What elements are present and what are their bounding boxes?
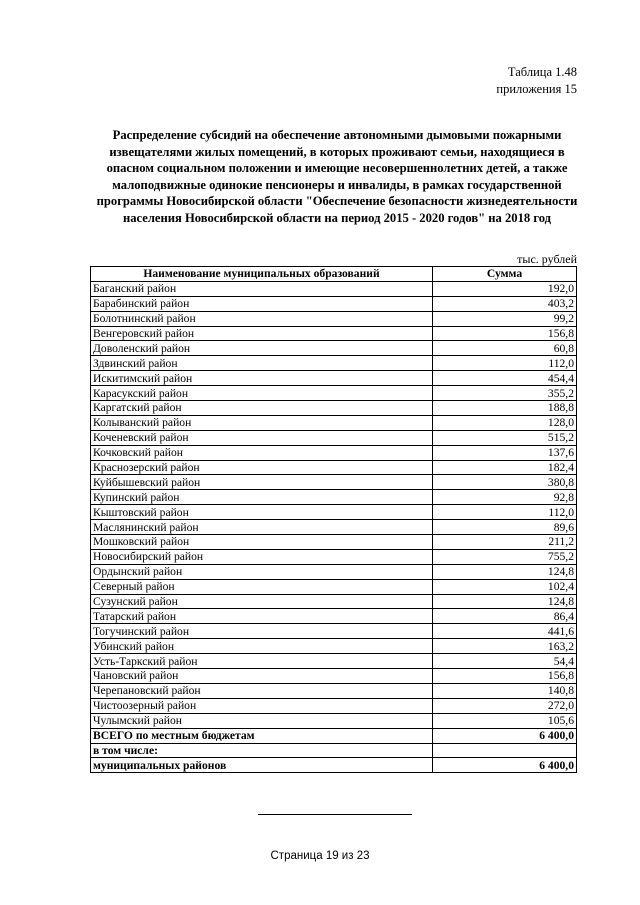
table-row (91, 311, 577, 326)
district-name: Здвинский район (91, 356, 433, 371)
district-name: Кочковский район (91, 445, 433, 460)
district-name: Карасукский район (91, 386, 433, 401)
municipal-total-row (91, 758, 577, 773)
table-row (91, 386, 577, 401)
table-row (91, 401, 577, 416)
district-name: Усть-Таркский район (91, 654, 433, 669)
sum-value: 86,4 (433, 609, 577, 624)
table-row (91, 639, 577, 654)
sum-value: 124,8 (433, 564, 577, 579)
district-name: Чановский район (91, 669, 433, 684)
page-number: Страница 19 из 23 (270, 850, 370, 862)
sum-value: 99,2 (433, 311, 577, 326)
table-header-row (91, 267, 577, 282)
sum-value: 182,4 (433, 460, 577, 475)
table-reference (496, 64, 577, 98)
sum-value: 6 400,0 (433, 758, 577, 773)
sum-value: 128,0 (433, 415, 577, 430)
district-name: муниципальных районов (91, 758, 433, 773)
district-name: Каргатский район (91, 401, 433, 416)
district-name: Искитимский район (91, 371, 433, 386)
table-row (91, 296, 577, 311)
sum-value: 355,2 (433, 386, 577, 401)
table-row (91, 624, 577, 639)
sum-value: 515,2 (433, 430, 577, 445)
sum-value: 755,2 (433, 549, 577, 564)
district-name: Татарский район (91, 609, 433, 624)
column-header-sum: Сумма (433, 267, 577, 282)
sum-value: 140,8 (433, 683, 577, 698)
sum-value: 105,6 (433, 713, 577, 728)
district-name: в том числе: (91, 743, 433, 758)
sum-value: 112,0 (433, 356, 577, 371)
sum-value: 454,4 (433, 371, 577, 386)
district-name: Черепановский район (91, 683, 433, 698)
table-row (91, 549, 577, 564)
table-row (91, 341, 577, 356)
table-row (91, 564, 577, 579)
table-row (91, 356, 577, 371)
table-row (91, 475, 577, 490)
table-row (91, 594, 577, 609)
signature-line (258, 814, 412, 815)
table-number: Таблица 1.48 (507, 65, 577, 79)
table-row (91, 579, 577, 594)
sum-value: 380,8 (433, 475, 577, 490)
table-row (91, 490, 577, 505)
table-row (91, 326, 577, 341)
district-name: Чистоозерный район (91, 698, 433, 713)
table-row (91, 609, 577, 624)
table-row (91, 713, 577, 728)
district-name: Куйбышевский район (91, 475, 433, 490)
sum-value (433, 743, 577, 758)
sum-value: 54,4 (433, 654, 577, 669)
total-row (91, 728, 577, 743)
district-name: Болотнинский район (91, 311, 433, 326)
table-row (91, 535, 577, 550)
sum-value: 89,6 (433, 520, 577, 535)
sum-value: 188,8 (433, 401, 577, 416)
units-label: тыс. рублей (517, 252, 577, 266)
subsidy-table (90, 266, 577, 773)
sum-value: 441,6 (433, 624, 577, 639)
district-name: Краснозерский район (91, 460, 433, 475)
sum-value: 403,2 (433, 296, 577, 311)
district-name: ВСЕГО по местным бюджетам (91, 728, 433, 743)
table-row (91, 445, 577, 460)
district-name: Убинский район (91, 639, 433, 654)
sum-value: 124,8 (433, 594, 577, 609)
table-row (91, 460, 577, 475)
sum-value: 192,0 (433, 281, 577, 296)
table-body (91, 281, 577, 772)
table-row (91, 520, 577, 535)
sum-value: 156,8 (433, 669, 577, 684)
table-row (91, 654, 577, 669)
table-row (91, 669, 577, 684)
district-name: Новосибирский район (91, 549, 433, 564)
table-row (91, 281, 577, 296)
sum-value: 60,8 (433, 341, 577, 356)
sum-value: 163,2 (433, 639, 577, 654)
sum-value: 211,2 (433, 535, 577, 550)
district-name: Чулымский район (91, 713, 433, 728)
district-name: Кыштовский район (91, 505, 433, 520)
appendix-number: приложения 15 (496, 82, 577, 96)
district-name: Купинский район (91, 490, 433, 505)
district-name: Ордынский район (91, 564, 433, 579)
column-header-name: Наименование муниципальных образований (91, 267, 433, 282)
district-name: Венгеровский район (91, 326, 433, 341)
district-name: Доволенский район (91, 341, 433, 356)
table-row (91, 683, 577, 698)
table-row (91, 430, 577, 445)
district-name: Тогучинский район (91, 624, 433, 639)
sum-value: 137,6 (433, 445, 577, 460)
sum-value: 92,8 (433, 490, 577, 505)
table-row (91, 371, 577, 386)
district-name: Барабинский район (91, 296, 433, 311)
including-row (91, 743, 577, 758)
sum-value: 156,8 (433, 326, 577, 341)
district-name: Колыванский район (91, 415, 433, 430)
district-name: Баганский район (91, 281, 433, 296)
district-name: Мошковский район (91, 535, 433, 550)
district-name: Северный район (91, 579, 433, 594)
district-name: Маслянинский район (91, 520, 433, 535)
table-row (91, 415, 577, 430)
sum-value: 102,4 (433, 579, 577, 594)
table-row (91, 505, 577, 520)
district-name: Коченевский район (91, 430, 433, 445)
sum-value: 272,0 (433, 698, 577, 713)
sum-value: 112,0 (433, 505, 577, 520)
district-name: Сузунский район (91, 594, 433, 609)
sum-value: 6 400,0 (433, 728, 577, 743)
table-row (91, 698, 577, 713)
document-title: Распределение субсидий на обеспечение автономными дымовыми пожарными извещателями жилых помещений, в которых проживают семьи, находящиеся в опасном социальном положении и имеющие несовершеннолетних детей, а также малоподвижные одинокие пенсионеры и инвалиды, в рамках государственной программы Новосибирской области "Обеспечение безопасности жизнедеятельности населения Новосибирской области на период 2015 - 2020 годов" на 2018 год (96, 128, 578, 225)
